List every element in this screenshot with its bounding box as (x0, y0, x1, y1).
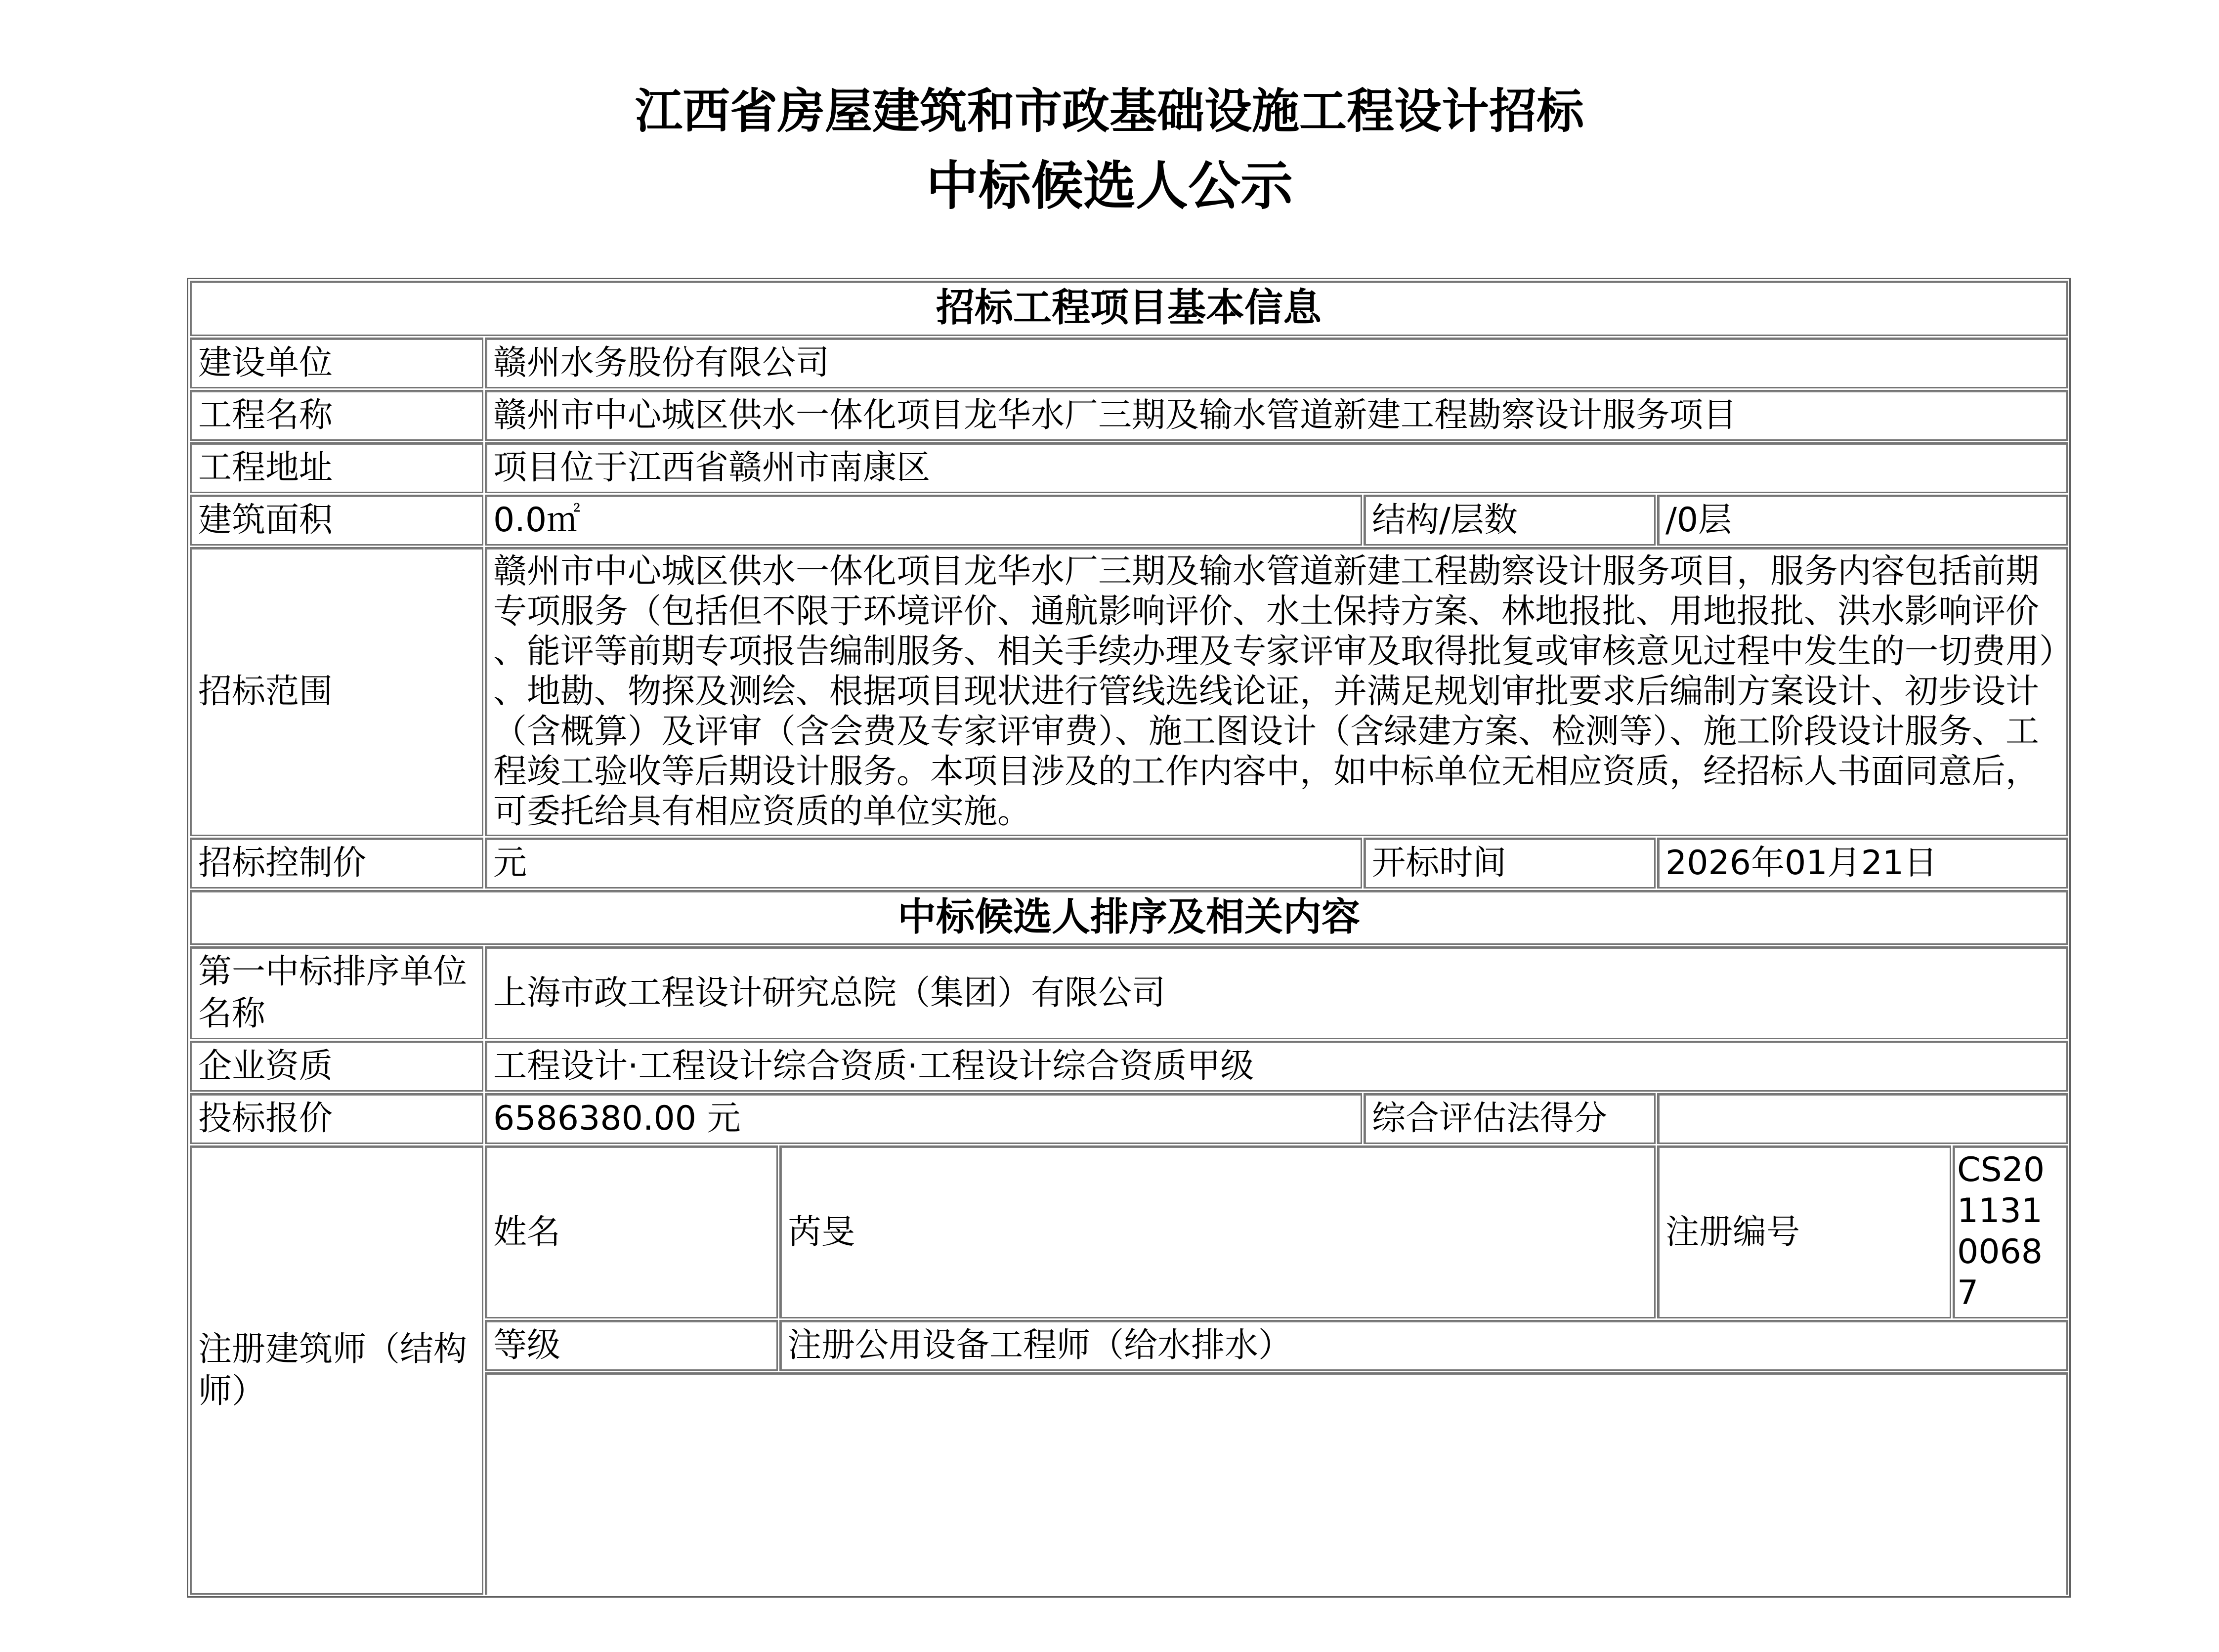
value-evaluation-score (1657, 1093, 2068, 1144)
label-enterprise-qualification: 企业资质 (190, 1041, 483, 1092)
value-construction-unit: 赣州水务股份有限公司 (485, 338, 2068, 388)
value-building-area: 0.0㎡ (485, 495, 1362, 546)
value-grade: 注册公用设备工程师（给水排水） (779, 1320, 2068, 1371)
value-control-price: 元 (485, 838, 1362, 889)
page-title-line2: 中标候选人公示 (926, 156, 1293, 217)
label-bid-price: 投标报价 (190, 1093, 483, 1144)
value-registration-number: CS20113100687 (1953, 1145, 2068, 1318)
section-header-basic-info: 招标工程项目基本信息 (190, 281, 2068, 336)
label-structure-floors: 结构/层数 (1364, 495, 1656, 546)
value-first-candidate-unit: 上海市政工程设计研究总院（集团）有限公司 (485, 946, 2068, 1039)
value-person-name: 芮旻 (779, 1145, 1656, 1318)
value-bid-open-time: 2026年01月21日 (1657, 838, 2068, 889)
page-title-line1: 江西省房屋建筑和市政基础设施工程设计招标 (635, 84, 1584, 139)
label-evaluation-score: 综合评估法得分 (1364, 1093, 1656, 1144)
label-construction-unit: 建设单位 (190, 338, 483, 388)
label-grade: 等级 (485, 1320, 778, 1371)
label-first-candidate-unit: 第一中标排序单位名称 (190, 946, 483, 1039)
section-header-candidates: 中标候选人排序及相关内容 (190, 890, 2068, 945)
value-bid-price: 6586380.00 元 (485, 1093, 1362, 1144)
value-project-name: 赣州市中心城区供水一体化项目龙华水厂三期及输水管道新建工程勘察设计服务项目 (485, 390, 2068, 441)
label-project-name: 工程名称 (190, 390, 483, 441)
label-person-name: 姓名 (485, 1145, 778, 1318)
empty-architect-detail-cell (485, 1372, 2068, 1595)
label-registered-architect: 注册建筑师（结构师） (190, 1145, 483, 1595)
value-bidding-scope: 赣州市中心城区供水一体化项目龙华水厂三期及输水管道新建工程勘察设计服务项目，服务内容包括前期专项服务（包括但不限于环境评价、通航影响评价、水土保持方案、林地报批、用地报批、洪水影响评价、能评等前期专项报告编制服务、相关手续办理及专家评审及取得批复或审核意见过程中发生的一切费用）、地勘、物探及测绘、根据项目现状进行管线选线论证，并满足规划审批要求后编制方案设计、初步设计（含概算）及评审（含会费及专家评审费）、施工图设计（含绿建方案、检测等）、施工阶段设计服务、工程竣工验收等后期设计服务。本项目涉及的工作内容中，如中标单位无相应资质，经招标人书面同意后，可委托给具有相应资质的单位实施。 (485, 547, 2068, 836)
label-bid-open-time: 开标时间 (1364, 838, 1656, 889)
label-project-address: 工程地址 (190, 442, 483, 493)
label-building-area: 建筑面积 (190, 495, 483, 546)
value-project-address: 项目位于江西省赣州市南康区 (485, 442, 2068, 493)
label-control-price: 招标控制价 (190, 838, 483, 889)
announcement-table (187, 278, 2071, 1598)
value-enterprise-qualification: 工程设计·工程设计综合资质·工程设计综合资质甲级 (485, 1041, 2068, 1092)
label-registration-number: 注册编号 (1657, 1145, 1951, 1318)
label-bidding-scope: 招标范围 (190, 547, 483, 836)
value-structure-floors: /0层 (1657, 495, 2068, 546)
